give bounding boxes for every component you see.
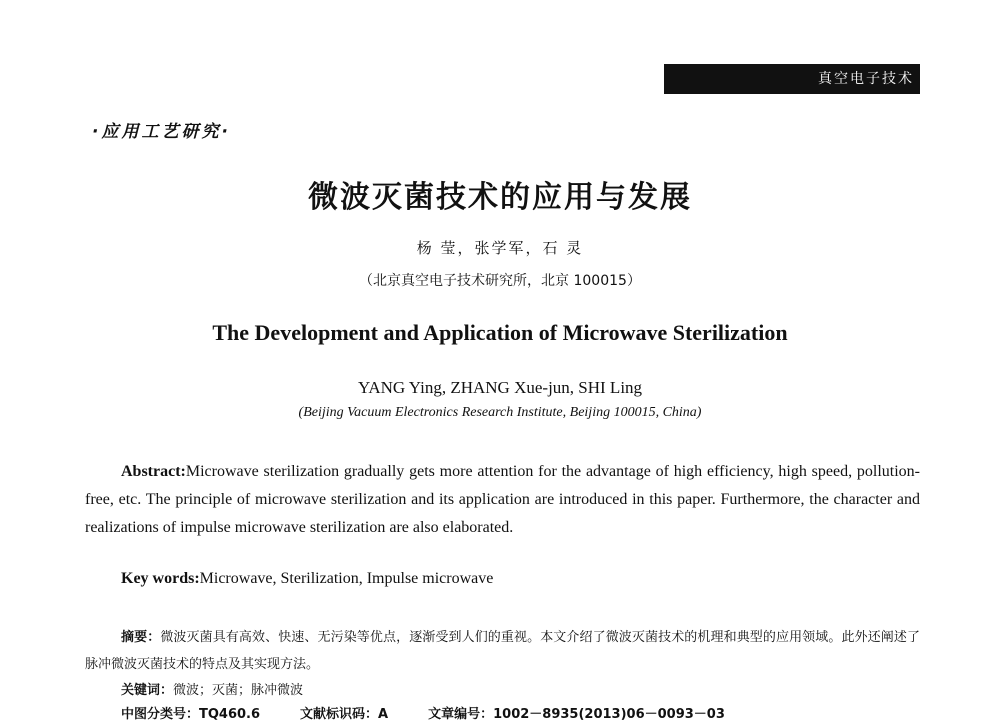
classification-line <box>121 703 725 722</box>
journal-header-bar <box>664 64 920 94</box>
article-number: 文章编号：1002－8935(2013)06－0093－03 <box>428 707 725 722</box>
title-english: The Development and Application of Microwave Sterilization <box>212 320 788 345</box>
section-label: ·应用工艺研究· <box>92 122 231 142</box>
affiliation-chinese: （北京真空电子技术研究所，北京 100015） <box>359 273 641 289</box>
abstract-english-label: Abstract: <box>121 463 186 480</box>
authors-english: YANG Ying, ZHANG Xue-jun, SHI Ling <box>357 378 643 397</box>
abstract-chinese-label: 摘要： <box>121 630 161 645</box>
keywords-chinese <box>121 679 303 698</box>
journal-name: 真空电子技术 <box>818 71 914 87</box>
keywords-english-label: Key words: <box>121 570 200 587</box>
affiliation-english: (Beijing Vacuum Electronics Research Institute, Beijing 100015, China) <box>298 405 702 420</box>
abstract-chinese-text: 微波灭菌具有高效、快速、无污染等优点，逐渐受到人们的重视。本文介绍了微波灭菌技术的机理和典型的应用领域。此外还阐述了脉冲微波灭菌技术的特点及其实现方法。 <box>85 630 920 672</box>
keywords-chinese-text: 微波；灭菌；脉冲微波 <box>173 683 304 698</box>
clc-number: 中图分类号：TQ460.6 <box>121 707 261 722</box>
keywords-chinese-label: 关键词： <box>121 683 174 698</box>
abstract-chinese <box>85 624 920 678</box>
keywords-english <box>121 570 493 588</box>
authors-chinese: 杨 莹，张学军，石 灵 <box>416 239 584 257</box>
abstract-english <box>85 458 920 542</box>
title-chinese: 微波灭菌技术的应用与发展 <box>308 180 692 215</box>
abstract-english-text: Microwave sterilization gradually gets more attention for the advantage of high efficiency, high speed, pollution-free, etc. The principle of microwave sterilization and its application are introduced in this paper. Furthermore, the character and realizations of impulse microwave sterilization are also elaborated. <box>85 463 920 536</box>
document-code: 文献标识码：A <box>300 707 389 722</box>
keywords-english-text: Microwave, Sterilization, Impulse microwave <box>199 570 494 587</box>
